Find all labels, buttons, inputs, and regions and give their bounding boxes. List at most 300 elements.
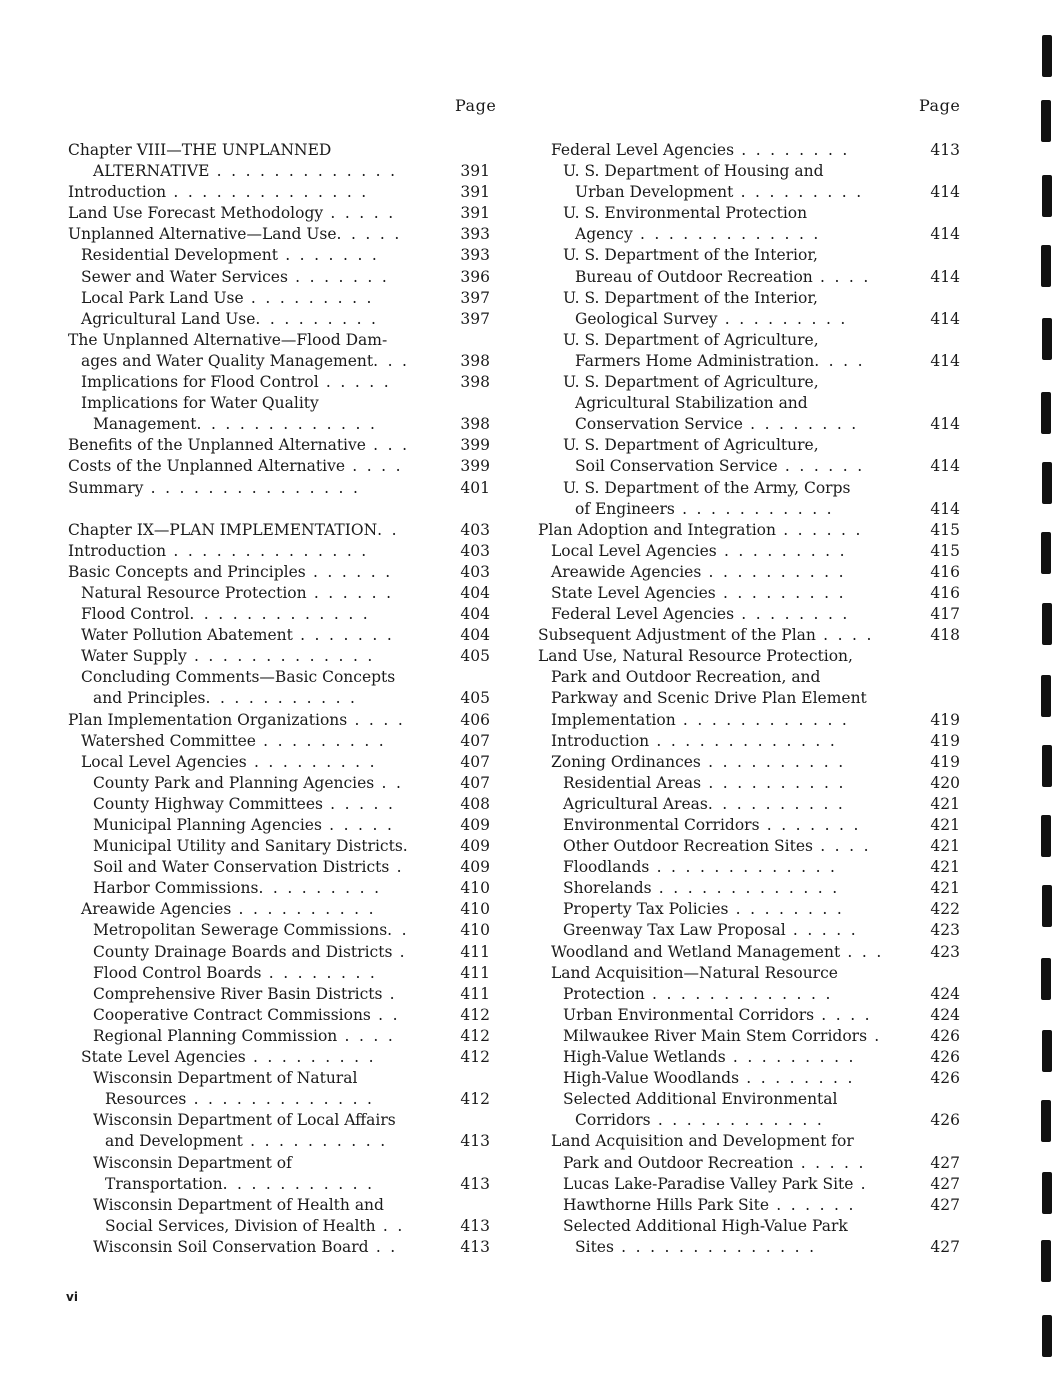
toc-entry: [530, 140, 960, 161]
toc-entry-text: Subsequent Adjustment of the Plan: [538, 626, 816, 645]
binding-mark: [1042, 745, 1052, 787]
toc-entry-title: [575, 393, 808, 414]
toc-entry-title: [551, 562, 846, 583]
toc-entry: [60, 478, 490, 499]
toc-entry: [60, 351, 490, 372]
toc-entry-text: Implementation: [551, 710, 676, 729]
toc-entry: [530, 963, 960, 984]
toc-entry-text: Bureau of Outdoor Recreation: [575, 267, 813, 286]
toc-entry-text: Wisconsin Department of: [93, 1153, 292, 1172]
toc-entry-text: Chapter VIII—THE UNPLANNED: [68, 141, 332, 159]
toc-entry-title: [575, 414, 859, 435]
toc-leader-dots: . . . . . . . . .: [243, 288, 374, 307]
toc-entry: [530, 456, 960, 477]
toc-entry-title: [563, 161, 824, 182]
toc-entry-title: [575, 499, 834, 520]
toc-leader-dots: . . . . .: [323, 204, 396, 223]
toc-page-number: 426: [930, 1026, 960, 1045]
toc-leader-dots: . . . . . . . . .: [255, 309, 379, 328]
toc-entry-title: [563, 435, 819, 456]
toc-entry-title: [105, 1089, 374, 1110]
toc-leader-dots: . . . . . .: [769, 1195, 856, 1214]
toc-entry-text: Zoning Ordinances: [551, 752, 701, 771]
toc-entry-text: U. S. Department of the Army, Corps: [563, 478, 851, 497]
binding-mark: [1042, 35, 1052, 77]
toc-entry-text: Environmental Corridors: [563, 816, 760, 834]
toc-entry-title: [551, 710, 849, 731]
toc-entry-text: Federal Level Agencies: [551, 605, 735, 624]
toc-entry-text: State Level Agencies: [81, 1048, 246, 1067]
toc-entry: [60, 414, 490, 435]
toc-entry-text: Benefits of the Unplanned Alternative: [68, 436, 366, 455]
toc-entry-text: Concluding Comments—Basic Concepts: [81, 668, 396, 687]
toc-entry-title: [563, 794, 845, 815]
toc-leader-dots: . . . . . . . . . .: [242, 1132, 388, 1151]
toc-leader-dots: . . . . . . . . . . . . .: [649, 731, 838, 750]
toc-leader-dots: . . . .: [812, 837, 871, 856]
toc-page-number: 411: [460, 942, 490, 961]
toc-entry: [530, 899, 960, 920]
binding-mark: [1041, 392, 1051, 434]
toc-page-number: 405: [460, 689, 490, 708]
toc-leader-dots: . . . . . . . . . .: [707, 794, 846, 813]
toc-entry-title: [93, 414, 377, 435]
toc-entry-text: Harbor Commissions: [93, 879, 259, 898]
toc-entry-text: of Engineers: [575, 499, 675, 518]
toc-leader-dots: . . .: [365, 436, 410, 455]
toc-leader-dots: . . . . . . . . . . . . .: [186, 1090, 375, 1109]
toc-entry-title: [81, 267, 389, 288]
toc-entry: [530, 351, 960, 372]
toc-entry: [530, 478, 960, 499]
toc-entry-text: Land Acquisition and Development for: [551, 1132, 854, 1151]
toc-entry-text: Property Tax Policies: [563, 900, 729, 919]
toc-leader-dots: . . . . . . . . .: [246, 752, 377, 771]
toc-leader-dots: . . . . .: [318, 373, 391, 392]
toc-entry-title: [68, 520, 399, 541]
toc-leader-dots: . . .: [373, 351, 410, 370]
toc-entry-text: Social Services, Division of Health: [105, 1216, 376, 1235]
toc-entry-title: [68, 541, 369, 562]
toc-page-number: 412: [460, 1026, 490, 1045]
toc-leader-dots: . . . . . . . . . . . . .: [649, 858, 838, 877]
toc-entry-text: Regional Planning Commission: [93, 1026, 338, 1045]
toc-entry: [60, 752, 490, 773]
toc-entry: [530, 1174, 960, 1195]
toc-leader-dots: . . . . . . .: [292, 626, 395, 645]
toc-leader-dots: . . . . . . . . .: [725, 1048, 856, 1067]
toc-page-number: 406: [460, 710, 490, 729]
toc-entry-text: Flood Control Boards: [93, 963, 262, 982]
toc-entry-title: [551, 541, 847, 562]
toc-entry-text: State Level Agencies: [551, 583, 716, 602]
toc-page-number: 421: [930, 816, 960, 834]
toc-leader-dots: . . . . . .: [305, 562, 393, 581]
toc-leader-dots: . .: [370, 1005, 400, 1024]
toc-entry-title: [538, 646, 853, 667]
toc-entry-title: [68, 456, 403, 477]
toc-entry: [530, 541, 960, 562]
toc-entry-title: [563, 330, 819, 351]
toc-entry-text: County Highway Committees: [93, 794, 323, 813]
toc-entry: [60, 942, 490, 963]
toc-entry-text: Implications for Flood Control: [81, 373, 319, 392]
binding-mark: [1041, 958, 1051, 1000]
toc-entry-title: [93, 1237, 398, 1258]
toc-entry-title: [93, 878, 381, 899]
toc-entry-text: Management: [93, 415, 197, 434]
toc-entry-title: [563, 478, 850, 499]
toc-entry-text: Park and Outdoor Recreation, and: [551, 668, 821, 687]
toc-page-number: 403: [460, 562, 490, 581]
toc-leader-dots: . . . . . . . . . . . .: [675, 710, 850, 729]
toc-leader-dots: . . . . . . . . .: [245, 1048, 376, 1067]
binding-punch-marks: [1038, 0, 1062, 1380]
toc-entry-text: and Development: [105, 1132, 243, 1151]
toc-page-number: 415: [930, 541, 960, 560]
toc-entry-title: [575, 182, 863, 203]
toc-entry: [530, 646, 960, 667]
toc-entry: [60, 984, 490, 1005]
binding-mark: [1042, 603, 1052, 645]
toc-entry-title: [538, 520, 863, 541]
toc-leader-dots: . .: [374, 773, 404, 792]
toc-entry-text: Local Park Land Use: [81, 288, 244, 307]
toc-entry: [60, 182, 490, 203]
toc-leader-dots: . . . .: [345, 457, 403, 476]
toc-entry: [530, 857, 960, 878]
toc-page-number: 413: [460, 1174, 490, 1193]
toc-entry-title: [563, 815, 861, 836]
toc-entry: [530, 1131, 960, 1152]
toc-page-number: 414: [930, 267, 960, 286]
toc-entry: [60, 836, 490, 857]
toc-entry: [60, 583, 490, 604]
toc-entry-text: Land Use Forecast Methodology: [68, 204, 324, 223]
toc-entry: [60, 1068, 490, 1089]
toc-entry-title: [68, 710, 405, 731]
toc-entry: [530, 182, 960, 203]
toc-entry: [530, 604, 960, 625]
toc-entry-title: [81, 667, 395, 688]
toc-entry-title: [93, 1068, 357, 1089]
toc-entry-text: Introduction: [68, 183, 167, 202]
toc-entry-text: Metropolitan Sewerage Commissions: [93, 921, 388, 940]
toc-leader-dots: . . . . . . . . . .: [701, 562, 846, 581]
toc-entry: [60, 625, 490, 646]
toc-entry-text: Corridors: [575, 1111, 651, 1130]
toc-leader-dots: . . . . . . . . .: [715, 583, 846, 602]
toc-entry: [530, 267, 960, 288]
toc-entry-title: [563, 899, 844, 920]
toc-entry: [60, 899, 490, 920]
toc-entry: [530, 1237, 960, 1258]
toc-entry: [60, 731, 490, 752]
toc-entry: [530, 393, 960, 414]
toc-entry-text: Unplanned Alternative—Land Use: [68, 225, 337, 244]
toc-entry: [60, 667, 490, 688]
toc-entry-text: Municipal Planning Agencies: [93, 816, 322, 834]
toc-leader-dots: . . . .: [815, 626, 874, 645]
toc-entry: [60, 456, 490, 477]
toc-leader-dots: . . . . . . . . . . . . . .: [613, 1237, 817, 1256]
binding-mark: [1041, 100, 1051, 142]
toc-entry: [60, 499, 490, 520]
toc-page-number: 420: [930, 773, 960, 792]
toc-page-number: 398: [460, 351, 490, 370]
toc-entry-text: Selected Additional Environmental: [563, 1090, 838, 1109]
toc-page-number: 404: [460, 626, 490, 645]
toc-leader-dots: . .: [375, 1216, 405, 1235]
toc-entry-title: [551, 1131, 854, 1152]
toc-entry-text: Wisconsin Department of Health and: [93, 1195, 384, 1214]
toc-entry-text: Introduction: [68, 541, 167, 560]
toc-leader-dots: . . . . . . . . . . . . .: [209, 162, 398, 181]
toc-leader-dots: . .: [368, 1237, 398, 1256]
toc-page-number: 412: [460, 1005, 490, 1024]
toc-page-number: 424: [930, 984, 960, 1003]
toc-leader-dots: . . . . . . . . . . . .: [650, 1111, 825, 1130]
toc-page-number: 411: [460, 963, 490, 982]
toc-entry: [60, 1237, 490, 1258]
toc-entry-text: Protection: [563, 984, 645, 1003]
toc-leader-dots: . .: [387, 921, 409, 940]
toc-leader-dots: . . . . . . . . . .: [231, 900, 376, 919]
toc-entry-text: Local Level Agencies: [81, 752, 247, 771]
toc-entry: [60, 773, 490, 794]
toc-entry-title: [81, 245, 379, 266]
toc-page-number: 413: [930, 141, 960, 159]
toc-leader-dots: .: [867, 1026, 882, 1045]
binding-mark: [1042, 175, 1052, 217]
toc-entry-text: Land Acquisition—Natural Resource: [551, 963, 838, 982]
toc-entry-text: Costs of the Unplanned Alternative: [68, 457, 346, 476]
toc-entry: [530, 1153, 960, 1174]
toc-entry: [60, 203, 490, 224]
toc-page-number: 419: [930, 710, 960, 729]
toc-entry: [60, 815, 490, 836]
toc-leader-dots: . . . . . . . . . . . . .: [189, 605, 371, 624]
toc-entry-title: [93, 984, 397, 1005]
toc-entry-title: [563, 1005, 872, 1026]
toc-page-number: 426: [930, 1111, 960, 1130]
toc-entry-title: [68, 330, 387, 351]
toc-entry-text: County Drainage Boards and Districts: [93, 942, 393, 961]
toc-page-number: 416: [930, 562, 960, 581]
toc-entry-text: Soil and Water Conservation Districts: [93, 858, 390, 877]
toc-entry: [530, 942, 960, 963]
toc-entry: [530, 288, 960, 309]
toc-entry: [530, 920, 960, 941]
toc-leader-dots: . . . . . . . .: [734, 141, 850, 159]
toc-entry: [530, 330, 960, 351]
toc-entry-title: [551, 731, 837, 752]
toc-page-number: 414: [930, 499, 960, 518]
binding-mark: [1041, 675, 1051, 717]
toc-page-number: 414: [930, 183, 960, 202]
toc-entry-text: U. S. Department of Agriculture,: [563, 373, 819, 392]
toc-entry-text: U. S. Department of Agriculture,: [563, 330, 819, 349]
toc-entry-title: [575, 224, 821, 245]
toc-entry-title: [81, 351, 409, 372]
toc-entry-text: Implications for Water Quality: [81, 394, 319, 413]
toc-page-number: 393: [460, 225, 490, 244]
toc-entry-text: High-Value Wetlands: [563, 1048, 726, 1067]
toc-page-number: 410: [460, 921, 490, 940]
toc-page-number: 413: [460, 1132, 490, 1151]
toc-entry-title: [81, 583, 393, 604]
toc-entry-title: [563, 288, 818, 309]
toc-entry: [60, 288, 490, 309]
toc-entry-text: Conservation Service: [575, 415, 743, 434]
toc-entry-text: Wisconsin Soil Conservation Board: [93, 1237, 369, 1256]
binding-mark: [1041, 1240, 1051, 1282]
toc-entry-title: [563, 1216, 848, 1237]
toc-page-number: 411: [460, 984, 490, 1003]
toc-entry-title: [563, 878, 839, 899]
toc-entry-text: Agricultural Stabilization and: [575, 394, 808, 413]
toc-entry-title: [81, 899, 376, 920]
toc-entry-text: Milwaukee River Main Stem Corridors: [563, 1026, 868, 1045]
toc-leader-dots: . . . . . . .: [277, 246, 380, 265]
toc-page-number: 410: [460, 900, 490, 919]
toc-leader-dots: . . . .: [337, 1026, 396, 1045]
toc-entry-text: Introduction: [551, 731, 650, 750]
toc-entry-text: Urban Environmental Corridors: [563, 1005, 815, 1024]
toc-page-number: 419: [930, 731, 960, 750]
toc-page-number: 417: [930, 605, 960, 624]
toc-entry-title: [81, 646, 375, 667]
toc-entry-title: [68, 203, 395, 224]
toc-entry: [530, 1026, 960, 1047]
toc-entry: [530, 224, 960, 245]
toc-page-number: 396: [460, 267, 490, 286]
toc-entry: [60, 1195, 490, 1216]
toc-page-number: 412: [460, 1048, 490, 1067]
toc-page-number: 414: [930, 457, 960, 476]
toc-entry-text: Lucas Lake-Paradise Valley Park Site: [563, 1174, 854, 1193]
toc-leader-dots: .: [402, 837, 411, 856]
toc-entry-text: Parkway and Scenic Drive Plan Element: [551, 689, 867, 708]
binding-mark: [1042, 885, 1052, 927]
toc-entry: [60, 920, 490, 941]
toc-entry-title: [575, 1110, 824, 1131]
toc-leader-dots: . . . . . . . . . . . . . .: [166, 541, 369, 560]
toc-leader-dots: . . . . . . . .: [728, 900, 845, 919]
toc-page-number: 412: [460, 1090, 490, 1109]
toc-entry-text: Floodlands: [563, 858, 650, 877]
toc-entry: [530, 1110, 960, 1131]
toc-entry-title: [551, 140, 850, 161]
toc-entry-title: [93, 773, 403, 794]
toc-entry-text: Agency: [575, 225, 633, 244]
toc-entry-title: [575, 309, 848, 330]
toc-page-number: 407: [460, 773, 490, 792]
toc-entry: [60, 1216, 490, 1237]
toc-entry-text: ALTERNATIVE: [93, 162, 210, 181]
toc-entry: [530, 984, 960, 1005]
toc-page-number: 426: [930, 1048, 960, 1067]
toc-page-number: 427: [930, 1195, 960, 1214]
toc-entry-title: [563, 836, 871, 857]
toc-entry: [60, 309, 490, 330]
toc-entry-title: [563, 920, 858, 941]
toc-entry-text: Land Use, Natural Resource Protection,: [538, 647, 853, 666]
toc-entry-text: Woodland and Wetland Management: [551, 942, 841, 961]
toc-leader-dots: . . . . . . . . . . . . .: [644, 984, 833, 1003]
toc-leader-dots: .: [392, 942, 407, 961]
toc-entry: [530, 773, 960, 794]
toc-entry-text: Water Pollution Abatement: [81, 626, 293, 645]
toc-entry: [530, 731, 960, 752]
toc-entry: [60, 878, 490, 899]
toc-page-number: 409: [460, 858, 490, 877]
toc-entry: [530, 688, 960, 709]
toc-entry: [530, 499, 960, 520]
toc-entry: [530, 1047, 960, 1068]
toc-entry-title: [81, 288, 374, 309]
binding-mark: [1041, 815, 1051, 857]
toc-entry-text: Plan Implementation Organizations: [68, 710, 348, 729]
toc-entry-text: U. S. Environmental Protection: [563, 204, 808, 223]
toc-entry: [530, 1216, 960, 1237]
toc-leader-dots: . . . . . .: [777, 457, 865, 476]
toc-page-number: 423: [930, 921, 960, 940]
toc-entry-text: Plan Adoption and Integration: [538, 520, 776, 539]
toc-page-number: 421: [930, 837, 960, 856]
toc-entry-text: Selected Additional High-Value Park: [563, 1216, 848, 1235]
toc-entry: [60, 372, 490, 393]
toc-entry: [530, 372, 960, 393]
toc-leader-dots: . .: [377, 520, 399, 539]
toc-entry-title: [68, 224, 402, 245]
toc-entry-text: Transportation: [105, 1174, 223, 1193]
toc-entry-title: [93, 1005, 400, 1026]
toc-entry: [530, 815, 960, 836]
toc-entry-title: [81, 372, 391, 393]
toc-leader-dots: . . . . . . . . . . . . .: [186, 647, 375, 666]
toc-entry-title: [563, 773, 846, 794]
toc-leader-dots: . . . . . .: [306, 583, 394, 602]
toc-page-number: 413: [460, 1216, 490, 1235]
toc-page-number: 416: [930, 583, 960, 602]
toc-leader-dots: . . . . . . . . .: [733, 183, 864, 202]
toc-entry-text: Federal Level Agencies: [551, 141, 735, 159]
toc-entry-text: Cooperative Contract Commissions: [93, 1005, 371, 1024]
toc-entry-title: [68, 478, 360, 499]
toc-leader-dots: . . . . .: [322, 794, 396, 813]
toc-leader-dots: . . . . . . .: [759, 816, 861, 834]
toc-entry: [530, 1195, 960, 1216]
toc-entry: [530, 203, 960, 224]
toc-page-number: 414: [930, 351, 960, 370]
toc-entry-title: [68, 435, 409, 456]
toc-entry: [530, 245, 960, 266]
toc-entry-title: [93, 688, 357, 709]
toc-page-number: 397: [460, 288, 490, 307]
toc-right-column: [530, 140, 960, 1258]
toc-entry: [60, 245, 490, 266]
toc-entry-text: Comprehensive River Basin Districts: [93, 984, 383, 1003]
toc-entry: [60, 393, 490, 414]
toc-page-number: 401: [460, 478, 490, 497]
toc-entry-text: Watershed Committee: [81, 731, 256, 750]
toc-page-number: 403: [460, 541, 490, 560]
toc-entry: [530, 583, 960, 604]
toc-page-number: 399: [460, 457, 490, 476]
toc-page-number: 408: [460, 794, 490, 813]
toc-entry: [530, 752, 960, 773]
